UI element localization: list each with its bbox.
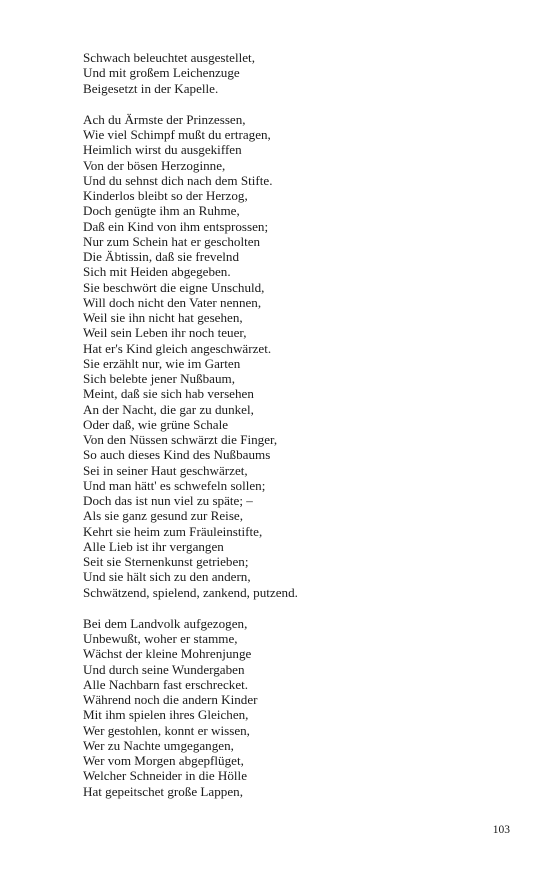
poem-line: Oder daß, wie grüne Schale bbox=[83, 416, 229, 432]
stanza-2 bbox=[83, 112, 503, 600]
poem-line: Heimlich wirst du ausgekiffen bbox=[83, 142, 242, 158]
poem-line: Kinderlos bleibt so der Herzog, bbox=[83, 188, 248, 203]
poem-line: Unbewußt, woher er stamme, bbox=[83, 631, 238, 646]
poem-line: Daß ein Kind von ihm entsprossen; bbox=[83, 218, 269, 234]
poem-line: Und durch seine Wundergaben bbox=[83, 661, 245, 677]
poem-line: Hat er's Kind gleich angeschwärzet. bbox=[83, 340, 272, 356]
poem-line: Seit sie Sternenkunst getrieben; bbox=[83, 554, 249, 569]
poem-line: Will doch nicht den Vater nennen, bbox=[83, 294, 262, 310]
poem-line: Schwach beleuchtet ausgestellet, bbox=[83, 50, 255, 65]
poem-line: Wie viel Schimpf mußt du ertragen, bbox=[83, 127, 271, 142]
poem-line: Sei in seiner Haut geschwärzet, bbox=[83, 462, 248, 478]
poem-line: Beigesetzt in der Kapelle. bbox=[83, 80, 219, 96]
poem-line: Und sie hält sich zu den andern, bbox=[83, 569, 251, 585]
poem-text bbox=[83, 50, 503, 815]
poem-line: Mit ihm spielen ihres Gleichen, bbox=[83, 707, 249, 723]
poem-line: Und mit großem Leichenzuge bbox=[83, 65, 240, 81]
poem-line: Sie erzählt nur, wie im Garten bbox=[83, 355, 241, 371]
poem-line: Doch das ist nun viel zu späte; – bbox=[83, 493, 253, 508]
poem-line: Bei dem Landvolk aufgezogen, bbox=[83, 615, 248, 631]
poem-line: Von der bösen Herzoginne, bbox=[83, 157, 226, 173]
poem-line: Sich mit Heiden abgegeben. bbox=[83, 264, 231, 280]
poem-line: Weil sie ihn nicht hat gesehen, bbox=[83, 310, 243, 325]
poem-line: Nur zum Schein hat er gescholten bbox=[83, 233, 261, 249]
poem-line: So auch dieses Kind des Nußbaums bbox=[83, 447, 271, 463]
poem-line: Kehrt sie heim zum Fräuleinstifte, bbox=[83, 523, 263, 539]
page-number: 103 bbox=[492, 824, 510, 836]
poem-line: Schwätzend, spielend, zankend, putzend. bbox=[83, 584, 298, 600]
poem-line: Wer zu Nachte umgegangen, bbox=[83, 737, 234, 753]
poem-line: Von den Nüssen schwärzt die Finger, bbox=[83, 432, 278, 447]
poem-line: Als sie ganz gesund zur Reise, bbox=[83, 508, 243, 524]
poem-line: Weil sein Leben ihr noch teuer, bbox=[83, 325, 247, 341]
poem-line: Doch genügte ihm an Ruhme, bbox=[83, 203, 240, 219]
poem-line: Ach du Ärmste der Prinzessen, bbox=[83, 111, 246, 127]
stanza-1 bbox=[83, 50, 503, 96]
poem-line: Die Äbtissin, daß sie frevelnd bbox=[83, 249, 239, 264]
poem-line: An der Nacht, die gar zu dunkel, bbox=[83, 401, 254, 417]
poem-line: Und man hätt' es schwefeln sollen; bbox=[83, 477, 266, 493]
poem-line: Alle Nachbarn fast erschrecket. bbox=[83, 676, 249, 692]
stanza-3 bbox=[83, 616, 503, 799]
poem-line: Meint, daß sie sich hab versehen bbox=[83, 386, 254, 402]
poem-line: Wer vom Morgen abgepflüget, bbox=[83, 753, 244, 768]
poem-line: Wächst der kleine Mohrenjunge bbox=[83, 646, 252, 662]
poem-line: Sie beschwört die eigne Unschuld, bbox=[83, 279, 265, 295]
poem-line: Welcher Schneider in die Hölle bbox=[83, 768, 248, 784]
poem-line: Wer gestohlen, konnt er wissen, bbox=[83, 722, 250, 738]
poem-line: Während noch die andern Kinder bbox=[83, 692, 258, 707]
poem-line: Hat gepeitschet große Lappen, bbox=[83, 783, 243, 799]
poem-line: Sich belebte jener Nußbaum, bbox=[83, 371, 235, 386]
poem-line: Alle Lieb ist ihr vergangen bbox=[83, 538, 224, 554]
poem-line: Und du sehnst dich nach dem Stifte. bbox=[83, 172, 273, 188]
